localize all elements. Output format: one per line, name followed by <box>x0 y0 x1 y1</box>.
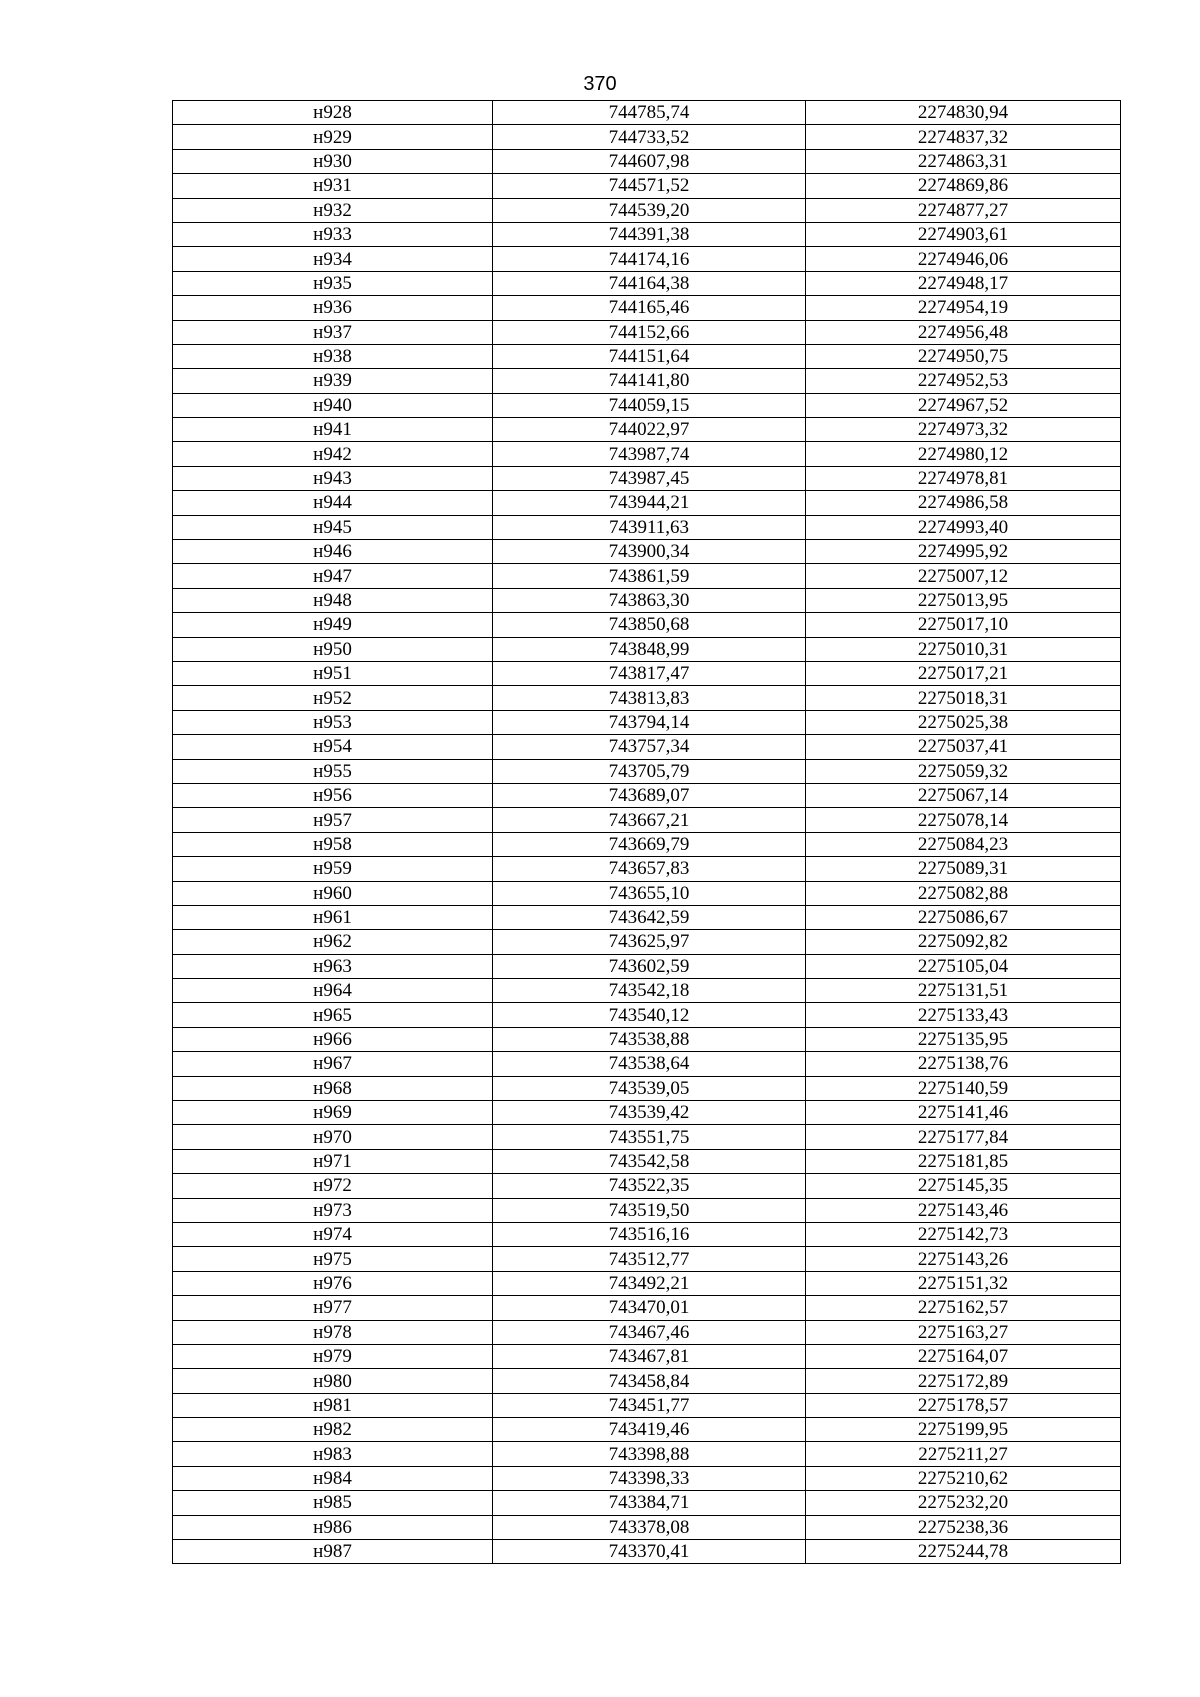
point-id-cell: н941 <box>173 418 493 442</box>
y-coordinate-cell: 2274956,48 <box>806 320 1121 344</box>
point-id-cell: н947 <box>173 564 493 588</box>
x-coordinate-cell: 743467,46 <box>493 1320 806 1344</box>
y-coordinate-cell: 2275210,62 <box>806 1466 1121 1490</box>
point-id-cell: н972 <box>173 1174 493 1198</box>
table-row <box>173 1540 1121 1564</box>
point-id-cell: н974 <box>173 1222 493 1246</box>
point-id-cell: н964 <box>173 979 493 1003</box>
x-coordinate-cell: 743519,50 <box>493 1198 806 1222</box>
table-row <box>173 1369 1121 1393</box>
x-coordinate-cell: 744164,38 <box>493 271 806 295</box>
x-coordinate-cell: 743538,88 <box>493 1027 806 1051</box>
x-coordinate-cell: 743813,83 <box>493 686 806 710</box>
y-coordinate-cell: 2275025,38 <box>806 710 1121 734</box>
point-id-cell: н934 <box>173 247 493 271</box>
table-row <box>173 1198 1121 1222</box>
table-row <box>173 1418 1121 1442</box>
y-coordinate-cell: 2274980,12 <box>806 442 1121 466</box>
y-coordinate-cell: 2274993,40 <box>806 515 1121 539</box>
point-id-cell: н968 <box>173 1076 493 1100</box>
x-coordinate-cell: 744391,38 <box>493 222 806 246</box>
coordinates-table <box>172 100 1121 1564</box>
y-coordinate-cell: 2274950,75 <box>806 344 1121 368</box>
y-coordinate-cell: 2275067,14 <box>806 783 1121 807</box>
y-coordinate-cell: 2274877,27 <box>806 198 1121 222</box>
y-coordinate-cell: 2275143,26 <box>806 1247 1121 1271</box>
table-row <box>173 271 1121 295</box>
x-coordinate-cell: 744059,15 <box>493 393 806 417</box>
x-coordinate-cell: 743419,46 <box>493 1418 806 1442</box>
x-coordinate-cell: 743470,01 <box>493 1296 806 1320</box>
point-id-cell: н986 <box>173 1515 493 1539</box>
y-coordinate-cell: 2275143,46 <box>806 1198 1121 1222</box>
x-coordinate-cell: 743540,12 <box>493 1003 806 1027</box>
x-coordinate-cell: 744539,20 <box>493 198 806 222</box>
point-id-cell: н949 <box>173 613 493 637</box>
point-id-cell: н945 <box>173 515 493 539</box>
x-coordinate-cell: 743370,41 <box>493 1540 806 1564</box>
point-id-cell: н983 <box>173 1442 493 1466</box>
x-coordinate-cell: 743944,21 <box>493 491 806 515</box>
table-row <box>173 954 1121 978</box>
point-id-cell: н961 <box>173 905 493 929</box>
x-coordinate-cell: 743911,63 <box>493 515 806 539</box>
table-row <box>173 881 1121 905</box>
y-coordinate-cell: 2274973,32 <box>806 418 1121 442</box>
y-coordinate-cell: 2274986,58 <box>806 491 1121 515</box>
y-coordinate-cell: 2274978,81 <box>806 466 1121 490</box>
x-coordinate-cell: 743512,77 <box>493 1247 806 1271</box>
point-id-cell: н946 <box>173 540 493 564</box>
point-id-cell: н932 <box>173 198 493 222</box>
x-coordinate-cell: 743669,79 <box>493 832 806 856</box>
y-coordinate-cell: 2275007,12 <box>806 564 1121 588</box>
x-coordinate-cell: 743900,34 <box>493 540 806 564</box>
table-row <box>173 369 1121 393</box>
y-coordinate-cell: 2275211,27 <box>806 1442 1121 1466</box>
x-coordinate-cell: 743492,21 <box>493 1271 806 1295</box>
y-coordinate-cell: 2274837,32 <box>806 125 1121 149</box>
table-row <box>173 418 1121 442</box>
table-row <box>173 393 1121 417</box>
table-row <box>173 1442 1121 1466</box>
y-coordinate-cell: 2275145,35 <box>806 1174 1121 1198</box>
table-row <box>173 101 1121 125</box>
y-coordinate-cell: 2275086,67 <box>806 905 1121 929</box>
point-id-cell: н962 <box>173 930 493 954</box>
table-row <box>173 710 1121 734</box>
y-coordinate-cell: 2275017,10 <box>806 613 1121 637</box>
table-row <box>173 564 1121 588</box>
y-coordinate-cell: 2274967,52 <box>806 393 1121 417</box>
y-coordinate-cell: 2275018,31 <box>806 686 1121 710</box>
y-coordinate-cell: 2274903,61 <box>806 222 1121 246</box>
point-id-cell: н967 <box>173 1052 493 1076</box>
point-id-cell: н955 <box>173 759 493 783</box>
point-id-cell: н953 <box>173 710 493 734</box>
table-row <box>173 491 1121 515</box>
table-row <box>173 1344 1121 1368</box>
coordinates-table-body <box>173 101 1121 1564</box>
point-id-cell: н929 <box>173 125 493 149</box>
point-id-cell: н981 <box>173 1393 493 1417</box>
y-coordinate-cell: 2275232,20 <box>806 1491 1121 1515</box>
x-coordinate-cell: 743667,21 <box>493 808 806 832</box>
point-id-cell: н975 <box>173 1247 493 1271</box>
x-coordinate-cell: 744152,66 <box>493 320 806 344</box>
y-coordinate-cell: 2275037,41 <box>806 735 1121 759</box>
x-coordinate-cell: 744733,52 <box>493 125 806 149</box>
point-id-cell: н982 <box>173 1418 493 1442</box>
table-row <box>173 1271 1121 1295</box>
point-id-cell: н951 <box>173 661 493 685</box>
y-coordinate-cell: 2275078,14 <box>806 808 1121 832</box>
point-id-cell: н969 <box>173 1101 493 1125</box>
point-id-cell: н971 <box>173 1149 493 1173</box>
table-row <box>173 1296 1121 1320</box>
x-coordinate-cell: 743602,59 <box>493 954 806 978</box>
point-id-cell: н970 <box>173 1125 493 1149</box>
x-coordinate-cell: 743848,99 <box>493 637 806 661</box>
y-coordinate-cell: 2275082,88 <box>806 881 1121 905</box>
table-row <box>173 198 1121 222</box>
point-id-cell: н958 <box>173 832 493 856</box>
x-coordinate-cell: 743551,75 <box>493 1125 806 1149</box>
point-id-cell: н956 <box>173 783 493 807</box>
table-row <box>173 466 1121 490</box>
x-coordinate-cell: 744165,46 <box>493 296 806 320</box>
y-coordinate-cell: 2275163,27 <box>806 1320 1121 1344</box>
x-coordinate-cell: 743451,77 <box>493 1393 806 1417</box>
x-coordinate-cell: 743817,47 <box>493 661 806 685</box>
table-row <box>173 979 1121 1003</box>
point-id-cell: н985 <box>173 1491 493 1515</box>
point-id-cell: н928 <box>173 101 493 125</box>
x-coordinate-cell: 743538,64 <box>493 1052 806 1076</box>
point-id-cell: н987 <box>173 1540 493 1564</box>
point-id-cell: н984 <box>173 1466 493 1490</box>
y-coordinate-cell: 2275133,43 <box>806 1003 1121 1027</box>
x-coordinate-cell: 743398,33 <box>493 1466 806 1490</box>
x-coordinate-cell: 743657,83 <box>493 857 806 881</box>
x-coordinate-cell: 743516,16 <box>493 1222 806 1246</box>
x-coordinate-cell: 743642,59 <box>493 905 806 929</box>
y-coordinate-cell: 2275199,95 <box>806 1418 1121 1442</box>
point-id-cell: н939 <box>173 369 493 393</box>
table-row <box>173 1076 1121 1100</box>
point-id-cell: н930 <box>173 149 493 173</box>
table-row <box>173 296 1121 320</box>
y-coordinate-cell: 2274954,19 <box>806 296 1121 320</box>
table-row <box>173 613 1121 637</box>
y-coordinate-cell: 2275142,73 <box>806 1222 1121 1246</box>
point-id-cell: н950 <box>173 637 493 661</box>
table-row <box>173 1003 1121 1027</box>
y-coordinate-cell: 2274946,06 <box>806 247 1121 271</box>
x-coordinate-cell: 743757,34 <box>493 735 806 759</box>
point-id-cell: н954 <box>173 735 493 759</box>
point-id-cell: н960 <box>173 881 493 905</box>
table-row <box>173 661 1121 685</box>
table-row <box>173 174 1121 198</box>
point-id-cell: н948 <box>173 588 493 612</box>
table-row <box>173 1149 1121 1173</box>
y-coordinate-cell: 2274952,53 <box>806 369 1121 393</box>
y-coordinate-cell: 2275084,23 <box>806 832 1121 856</box>
table-row <box>173 1101 1121 1125</box>
table-row <box>173 588 1121 612</box>
point-id-cell: н979 <box>173 1344 493 1368</box>
x-coordinate-cell: 743705,79 <box>493 759 806 783</box>
table-row <box>173 247 1121 271</box>
table-row <box>173 1491 1121 1515</box>
point-id-cell: н944 <box>173 491 493 515</box>
x-coordinate-cell: 744141,80 <box>493 369 806 393</box>
x-coordinate-cell: 743625,97 <box>493 930 806 954</box>
table-row <box>173 905 1121 929</box>
y-coordinate-cell: 2275172,89 <box>806 1369 1121 1393</box>
x-coordinate-cell: 743398,88 <box>493 1442 806 1466</box>
y-coordinate-cell: 2275164,07 <box>806 1344 1121 1368</box>
table-row <box>173 1125 1121 1149</box>
table-row <box>173 637 1121 661</box>
point-id-cell: н963 <box>173 954 493 978</box>
point-id-cell: н933 <box>173 222 493 246</box>
y-coordinate-cell: 2275131,51 <box>806 979 1121 1003</box>
table-row <box>173 1393 1121 1417</box>
y-coordinate-cell: 2275017,21 <box>806 661 1121 685</box>
y-coordinate-cell: 2275135,95 <box>806 1027 1121 1051</box>
x-coordinate-cell: 743863,30 <box>493 588 806 612</box>
point-id-cell: н937 <box>173 320 493 344</box>
point-id-cell: н973 <box>173 1198 493 1222</box>
x-coordinate-cell: 743987,74 <box>493 442 806 466</box>
y-coordinate-cell: 2275162,57 <box>806 1296 1121 1320</box>
y-coordinate-cell: 2275013,95 <box>806 588 1121 612</box>
point-id-cell: н952 <box>173 686 493 710</box>
point-id-cell: н940 <box>173 393 493 417</box>
point-id-cell: н966 <box>173 1027 493 1051</box>
table-row <box>173 222 1121 246</box>
y-coordinate-cell: 2275059,32 <box>806 759 1121 783</box>
y-coordinate-cell: 2274948,17 <box>806 271 1121 295</box>
x-coordinate-cell: 743378,08 <box>493 1515 806 1539</box>
point-id-cell: н943 <box>173 466 493 490</box>
table-row <box>173 857 1121 881</box>
x-coordinate-cell: 743987,45 <box>493 466 806 490</box>
table-row <box>173 540 1121 564</box>
y-coordinate-cell: 2275238,36 <box>806 1515 1121 1539</box>
table-row <box>173 320 1121 344</box>
table-row <box>173 832 1121 856</box>
x-coordinate-cell: 744607,98 <box>493 149 806 173</box>
y-coordinate-cell: 2275151,32 <box>806 1271 1121 1295</box>
y-coordinate-cell: 2275244,78 <box>806 1540 1121 1564</box>
point-id-cell: н938 <box>173 344 493 368</box>
x-coordinate-cell: 743794,14 <box>493 710 806 734</box>
table-row <box>173 735 1121 759</box>
y-coordinate-cell: 2275177,84 <box>806 1125 1121 1149</box>
table-row <box>173 1052 1121 1076</box>
point-id-cell: н965 <box>173 1003 493 1027</box>
table-row <box>173 1174 1121 1198</box>
point-id-cell: н957 <box>173 808 493 832</box>
y-coordinate-cell: 2275138,76 <box>806 1052 1121 1076</box>
point-id-cell: н935 <box>173 271 493 295</box>
table-row <box>173 1320 1121 1344</box>
x-coordinate-cell: 743458,84 <box>493 1369 806 1393</box>
table-row <box>173 686 1121 710</box>
x-coordinate-cell: 744571,52 <box>493 174 806 198</box>
table-row <box>173 1222 1121 1246</box>
point-id-cell: н942 <box>173 442 493 466</box>
point-id-cell: н977 <box>173 1296 493 1320</box>
x-coordinate-cell: 743539,42 <box>493 1101 806 1125</box>
table-row <box>173 1515 1121 1539</box>
x-coordinate-cell: 743522,35 <box>493 1174 806 1198</box>
x-coordinate-cell: 743542,58 <box>493 1149 806 1173</box>
y-coordinate-cell: 2274995,92 <box>806 540 1121 564</box>
table-row <box>173 442 1121 466</box>
x-coordinate-cell: 743655,10 <box>493 881 806 905</box>
table-row <box>173 149 1121 173</box>
table-row <box>173 125 1121 149</box>
table-row <box>173 808 1121 832</box>
point-id-cell: н976 <box>173 1271 493 1295</box>
table-row <box>173 1466 1121 1490</box>
x-coordinate-cell: 743861,59 <box>493 564 806 588</box>
table-row <box>173 1247 1121 1271</box>
x-coordinate-cell: 743542,18 <box>493 979 806 1003</box>
table-row <box>173 344 1121 368</box>
x-coordinate-cell: 744174,16 <box>493 247 806 271</box>
point-id-cell: н931 <box>173 174 493 198</box>
y-coordinate-cell: 2274830,94 <box>806 101 1121 125</box>
x-coordinate-cell: 743539,05 <box>493 1076 806 1100</box>
y-coordinate-cell: 2275178,57 <box>806 1393 1121 1417</box>
table-row <box>173 515 1121 539</box>
y-coordinate-cell: 2275140,59 <box>806 1076 1121 1100</box>
table-row <box>173 930 1121 954</box>
x-coordinate-cell: 744151,64 <box>493 344 806 368</box>
x-coordinate-cell: 743467,81 <box>493 1344 806 1368</box>
x-coordinate-cell: 743384,71 <box>493 1491 806 1515</box>
y-coordinate-cell: 2274863,31 <box>806 149 1121 173</box>
point-id-cell: н959 <box>173 857 493 881</box>
table-row <box>173 1027 1121 1051</box>
y-coordinate-cell: 2275181,85 <box>806 1149 1121 1173</box>
y-coordinate-cell: 2275092,82 <box>806 930 1121 954</box>
y-coordinate-cell: 2275105,04 <box>806 954 1121 978</box>
table-row <box>173 783 1121 807</box>
page-number: 370 <box>583 73 617 95</box>
point-id-cell: н980 <box>173 1369 493 1393</box>
point-id-cell: н936 <box>173 296 493 320</box>
x-coordinate-cell: 743689,07 <box>493 783 806 807</box>
y-coordinate-cell: 2274869,86 <box>806 174 1121 198</box>
x-coordinate-cell: 743850,68 <box>493 613 806 637</box>
y-coordinate-cell: 2275010,31 <box>806 637 1121 661</box>
point-id-cell: н978 <box>173 1320 493 1344</box>
x-coordinate-cell: 744785,74 <box>493 101 806 125</box>
table-row <box>173 759 1121 783</box>
x-coordinate-cell: 744022,97 <box>493 418 806 442</box>
y-coordinate-cell: 2275089,31 <box>806 857 1121 881</box>
y-coordinate-cell: 2275141,46 <box>806 1101 1121 1125</box>
